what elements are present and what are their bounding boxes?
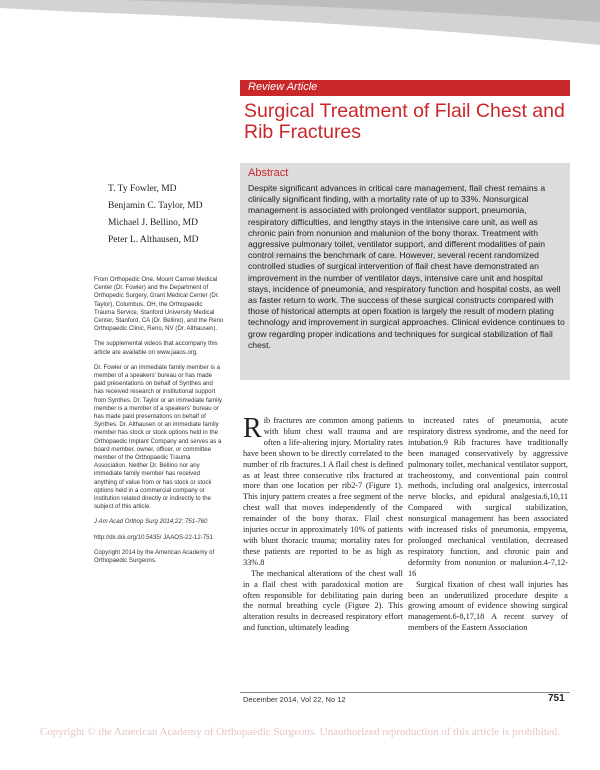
abstract-text: Despite significant advances in critical care management, flail chest remains a clinically significant finding, with a mortality rate of up to 33%. Nonsurgical management is associated with prolonged ventilator support, pneumonia, respiratory difficulties, and lengthy stays in the intensive care unit, as well as chronic pain from nonunion and malunion of the bony thorax. Treatment with aggressive pulmonary toilet, ventilator support, and different modalities of pain control remains the benchmark of care. However, several recent randomized controlled studies of surgical intervention of flail chest have demonstrated an improvement in the number of ventilator days, intensive care unit and hospital stays, incidence of pneumonia, and respiratory function and hospital costs, as well as faster return to work. The success of these surgical constructs compared with those of historical attempts at open fixation is largely the result of modern plating technology and improvement in surgical approaches. Clinical evidence continues to grow regarding proper indications and techniques for surgical stabilization of flail chest.: [248, 183, 565, 350]
affiliation-note: From Orthopedic One, Mount Carmel Medical Center (Dr. Fowler) and the Department of Orthopedic Surgery, Grant Medical Center (Dr. Taylor), Columbus, OH, the Orthopaedic Trauma Service, Stanford University Medical Center, Stanford, CA (Dr. Bellino), and the Reno Orthopaedic Clinic, Reno, NV (Dr. Althausen).: [94, 276, 224, 333]
disclosure-note: Dr. Fowler or an immediate family member is a member of a speakers' bureau or has made paid presentations on behalf of Synthes and has received research or institutional support from Synthes. Dr. Taylor or an immediate family member is a member of a speakers' bureau or has made paid presentations on behalf of Synthes. Dr. Althausen or an immediate family member has stock or stock options held in the Orthopaedic Implant Company and serves as a board member, owner, officer, or committee member of the Orthopaedic Trauma Association. Neither Dr. Bellino nor any immediate family member has received anything of value from or has stock or stock options held in a commercial company or institution related directly or indirectly to the subject of this article.: [94, 363, 222, 511]
drop-cap: R: [243, 413, 262, 444]
author-list: [108, 181, 203, 249]
section-label-bar: [240, 80, 570, 96]
abstract-box: [240, 163, 570, 380]
author-name: Michael J. Bellino, MD: [108, 218, 198, 228]
body-paragraph: The mechanical alterations of the chest wall in a flail chest with paradoxical motion are often responsible for debilitating pain during the normal breathing cycle (Figure 2). This alteration results in decreased respiratory effort and function, ultimately leading: [243, 568, 403, 633]
body-paragraph: to increased rates of pneumonia, acute respiratory distress syndrome, and the need for intubation.9 Rib fractures have traditionally been managed conservatively by aggressive pulmonary toilet, mechanical ventilator support, tracheostomy, and conventional pain control methods, including oral analgesics, intercostal nerve blocks, and epidural analgesia.6,10,11 Compared with surgical stabilization, nonsurgical management has been associated with increased risks of pneumonia, empyema, prolonged mechanical ventilation, decreased respiratory function, and chronic pain and deformity from nonunion or malunion.4-7,12-16: [408, 416, 568, 578]
header-swoosh-graphic: [0, 0, 600, 90]
footer-divider: [240, 692, 570, 693]
doi-link[interactable]: http://dx.doi.org/10.5435/ JAAOS-22-12-751: [94, 533, 213, 541]
abstract-heading: Abstract: [248, 167, 289, 179]
citation-note: J Am Acad Orthop Surg 2014;22: 751-760: [94, 518, 208, 526]
page-number: 751: [548, 693, 565, 704]
author-name: Benjamin C. Taylor, MD: [108, 201, 203, 211]
body-paragraph: Surgical fixation of chest wall injuries has been an underutilized procedure despite a growing amount of evidence showing surgical management.6-8,17,18 A recent survey of members of the Eastern Association: [408, 579, 568, 633]
copyright-note: Copyright 2014 by the American Academy of Orthopaedic Surgeons.: [94, 548, 215, 565]
article-sidebar: [94, 276, 224, 572]
author-name: T. Ty Fowler, MD: [108, 184, 177, 194]
issue-info: December 2014, Vol 22, No 12: [243, 695, 346, 704]
copyright-watermark: Copyright © the American Academy of Orthopaedic Surgeons. Unauthorized reproduction of this article is prohibited.: [39, 726, 561, 738]
body-paragraph: ib fractures are common among patients with blunt chest wall trauma and are often a life-altering injury. Mortality rates have been shown to be directly correlated to the number of rib fractures.1 A flail chest is defined as at least three consecutive ribs fractured at more than one location per rib2-7 (Figure 1). This injury pattern creates a free segment of the chest wall that moves independently of the remainder of the bony thorax. Flail chest injuries occur in approximately 10% of patients with blunt thoracic trauma; mortality rates for these patients are reported to be as high as 33%.8: [243, 416, 403, 567]
body-column-left: [243, 413, 403, 634]
body-column-right: [408, 416, 568, 634]
supplemental-note: The supplemental videos that accompany this article are available on www.jaaos.org.: [94, 340, 218, 356]
section-label: Review Article: [248, 81, 318, 93]
article-title: Surgical Treatment of Flail Chest and Rib Fractures: [244, 100, 565, 143]
author-name: Peter L. Althausen, MD: [108, 235, 199, 245]
